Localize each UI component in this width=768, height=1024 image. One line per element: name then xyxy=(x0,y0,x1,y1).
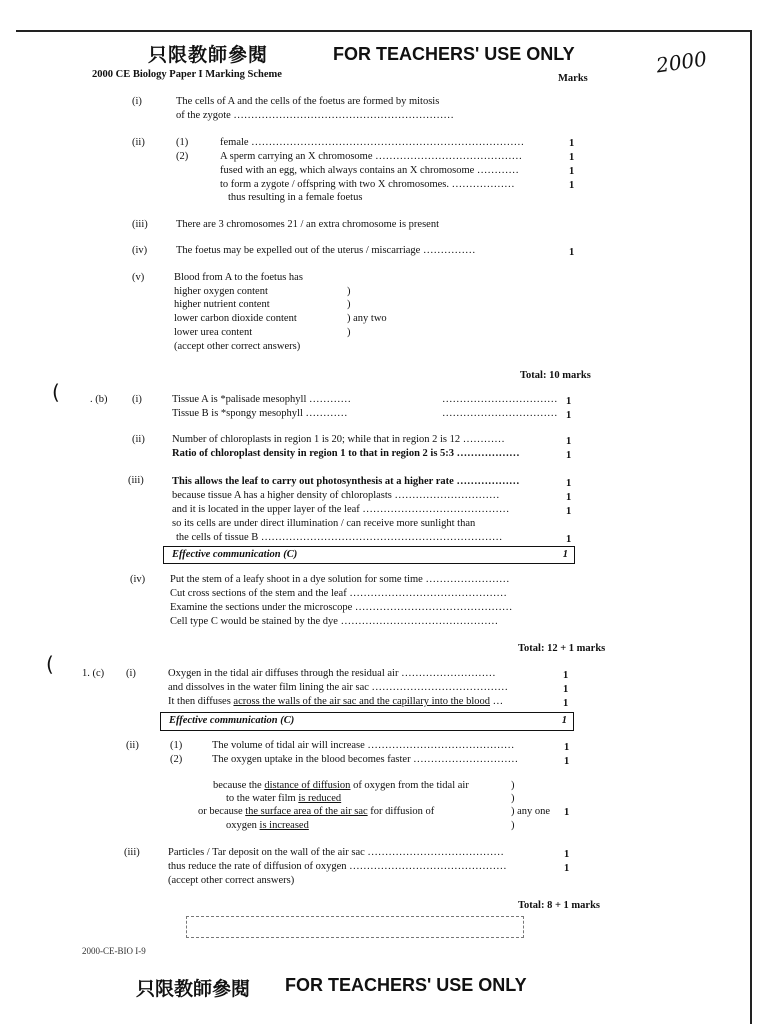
answer-line xyxy=(168,696,503,707)
margin-bracket: ( xyxy=(52,380,60,404)
answer-line: female …………………………………………………………………… xyxy=(220,137,525,148)
answer-text: or because xyxy=(198,806,246,817)
mark-value: 1 xyxy=(563,670,569,681)
answer-line: Blood from A to the foetus has xyxy=(174,272,303,283)
answer-line: to form a zygote / offspring with two X chromosomes. ……………… xyxy=(220,179,515,190)
section-total: Total: 8 + 1 marks xyxy=(518,900,601,911)
answer-line: Put the stem of a leafy shoot in a dye solution for some time …………………… xyxy=(170,574,510,585)
underlined-key-phrase: the surface area of the air sac xyxy=(245,806,368,817)
bracket: ) xyxy=(347,299,351,310)
answer-line: Cell type C would be stained by the dye ……………………………………… xyxy=(170,616,499,627)
effective-communication-label: Effective communication (C) xyxy=(172,549,298,560)
answer-line: lower carbon dioxide content xyxy=(174,313,297,324)
answer-line: (accept other correct answers) xyxy=(168,875,295,886)
effective-communication-mark: 1 xyxy=(561,715,567,726)
reason-line xyxy=(226,820,309,831)
answer-line: The volume of tidal air will increase …………………………………… xyxy=(212,740,515,751)
underlined-key-phrase: is increased xyxy=(259,820,309,831)
answer-line: Number of chloroplasts in region 1 is 20; while that in region 2 is 12 ………… xyxy=(172,434,505,445)
answer-line: A sperm carrying an X chromosome …………………………………… xyxy=(220,151,523,162)
section-label: . (b) xyxy=(90,394,108,405)
answer-text: to the water film xyxy=(226,793,299,804)
bracket: ) xyxy=(511,793,515,804)
answer-line: Oxygen in the tidal air diffuses through the residual air ……………………… xyxy=(168,668,496,679)
question-number: (v) xyxy=(132,272,145,283)
header-english-title: FOR TEACHERS' USE ONLY xyxy=(333,44,575,64)
page-code: 2000-CE-BIO I-9 xyxy=(82,946,146,956)
answer-line: Examine the sections under the microscope ……………………………………… xyxy=(170,602,513,613)
question-number: (ii) xyxy=(132,137,145,148)
mark-value: 1 xyxy=(564,742,570,753)
mark-value: 1 xyxy=(566,506,572,517)
sub-number: (1) xyxy=(170,740,183,751)
handwritten-year: 2000 xyxy=(654,46,709,78)
sub-number: (2) xyxy=(176,151,189,162)
answer-line: Tissue A is *palisade mesophyll ………… xyxy=(172,394,351,405)
answer-line: and it is located in the upper layer of the leaf …………………………………… xyxy=(172,504,510,515)
answer-line: so its cells are under direct illumination / can receive more sunlight than xyxy=(172,518,476,529)
effective-communication-mark: 1 xyxy=(562,549,568,560)
answer-line: The cells of A and the cells of the foetus are formed by mitosis xyxy=(176,96,440,107)
question-number: (i) xyxy=(132,394,142,405)
answer-line: The oxygen uptake in the blood becomes faster ………………………… xyxy=(212,754,519,765)
section-total: Total: 10 marks xyxy=(520,370,591,381)
mark-value: 1 xyxy=(564,756,570,767)
answer-line: There are 3 chromosomes 21 / an extra chromosome is present xyxy=(176,219,439,230)
answer-line: thus reduce the rate of diffusion of oxygen ……………………………………… xyxy=(168,861,507,872)
mark-value: 1 xyxy=(563,698,569,709)
header-chinese-title: 只限教師參閱 xyxy=(148,44,269,66)
question-number: (iii) xyxy=(124,847,140,858)
mark-value: 1 xyxy=(563,684,569,695)
answer-line: higher oxygen content xyxy=(174,286,268,297)
bracket: ) xyxy=(347,286,351,297)
question-number: (i) xyxy=(126,668,136,679)
mark-value: 1 xyxy=(566,410,572,421)
reason-line xyxy=(198,806,434,817)
underlined-key-phrase: is reduced xyxy=(298,793,342,804)
question-number: (iii) xyxy=(128,475,144,486)
mark-value: 1 xyxy=(569,180,575,191)
question-number: (ii) xyxy=(132,434,145,445)
dot-leader: …………………………… xyxy=(442,394,558,405)
mark-value: 1 xyxy=(569,152,575,163)
marks-column-header: Marks xyxy=(558,73,588,84)
answer-text: … xyxy=(490,696,504,707)
answer-text: oxygen xyxy=(226,820,260,831)
mark-value: 1 xyxy=(569,138,575,149)
bracket-note: ) any one xyxy=(511,806,551,817)
effective-communication-box xyxy=(160,712,574,731)
margin-bracket: ( xyxy=(46,652,54,676)
mark-value: 1 xyxy=(566,450,572,461)
answer-line: lower urea content xyxy=(174,327,253,338)
question-number: (iii) xyxy=(132,219,148,230)
mark-value: 1 xyxy=(566,436,572,447)
effective-communication-box xyxy=(163,546,575,564)
answer-line: (accept other correct answers) xyxy=(174,341,301,352)
answer-line: and dissolves in the water film lining the air sac ………………………………… xyxy=(168,682,509,693)
mark-value: 1 xyxy=(566,492,572,503)
mark-value: 1 xyxy=(569,166,575,177)
effective-communication-label: Effective communication (C) xyxy=(169,715,295,726)
mark-value: 1 xyxy=(566,478,572,489)
section-label: 1. (c) xyxy=(82,668,105,679)
answer-line: higher nutrient content xyxy=(174,299,270,310)
underlined-key-phrase: across the walls of the air sac and the capillary into the blood xyxy=(233,696,491,707)
mark-value: 1 xyxy=(564,849,570,860)
answer-line: thus resulting in a female foetus xyxy=(228,192,363,203)
sub-number: (2) xyxy=(170,754,183,765)
answer-text: for diffusion of xyxy=(367,806,435,817)
question-number: (iv) xyxy=(130,574,146,585)
question-number: (i) xyxy=(132,96,142,107)
question-number: (iv) xyxy=(132,245,148,256)
mark-value: 1 xyxy=(569,247,575,258)
answer-line: because tissue A has a higher density of chloroplasts ………………………… xyxy=(172,490,500,501)
answer-line: Ratio of chloroplast density in region 1 to that in region 2 is 5:3 ……………… xyxy=(172,448,520,459)
reason-line xyxy=(213,780,469,791)
mark-value: 1 xyxy=(566,534,572,545)
reason-line xyxy=(226,793,341,804)
answer-line: This allows the leaf to carry out photosynthesis at a higher rate ……………… xyxy=(172,476,520,487)
footer-english-title: FOR TEACHERS' USE ONLY xyxy=(285,975,527,995)
footer-chinese-title: 只限教師參閱 xyxy=(136,978,251,1000)
mark-value: 1 xyxy=(564,807,570,818)
bleed-through-box xyxy=(186,916,524,938)
answer-line: The foetus may be expelled out of the uterus / miscarriage …………… xyxy=(176,245,476,256)
mark-value: 1 xyxy=(566,396,572,407)
section-total: Total: 12 + 1 marks xyxy=(518,643,606,654)
answer-line: the cells of tissue B …………………………………………………………… xyxy=(176,532,503,543)
answer-text: because the xyxy=(213,780,265,791)
underlined-key-phrase: distance of diffusion xyxy=(264,780,351,791)
question-number: (ii) xyxy=(126,740,139,751)
mark-value: 1 xyxy=(564,863,570,874)
bracket: ) xyxy=(511,780,515,791)
answer-line: Tissue B is *spongy mesophyll ………… xyxy=(172,408,348,419)
bracket: ) xyxy=(511,820,515,831)
bracket: ) xyxy=(347,327,351,338)
bracket-note: ) any two xyxy=(347,313,387,324)
sub-number: (1) xyxy=(176,137,189,148)
answer-line: Particles / Tar deposit on the wall of the air sac ………………………………… xyxy=(168,847,504,858)
dot-leader: …………………………… xyxy=(442,408,558,419)
answer-line: fused with an egg, which always contains an X chromosome ………… xyxy=(220,165,519,176)
answer-text: It then diffuses xyxy=(168,696,234,707)
document-subtitle: 2000 CE Biology Paper I Marking Scheme xyxy=(92,69,282,80)
answer-text: of oxygen from the tidal air xyxy=(350,780,469,791)
answer-line: Cut cross sections of the stem and the leaf ……………………………………… xyxy=(170,588,507,599)
answer-line: of the zygote ……………………………………………………… xyxy=(176,110,454,121)
